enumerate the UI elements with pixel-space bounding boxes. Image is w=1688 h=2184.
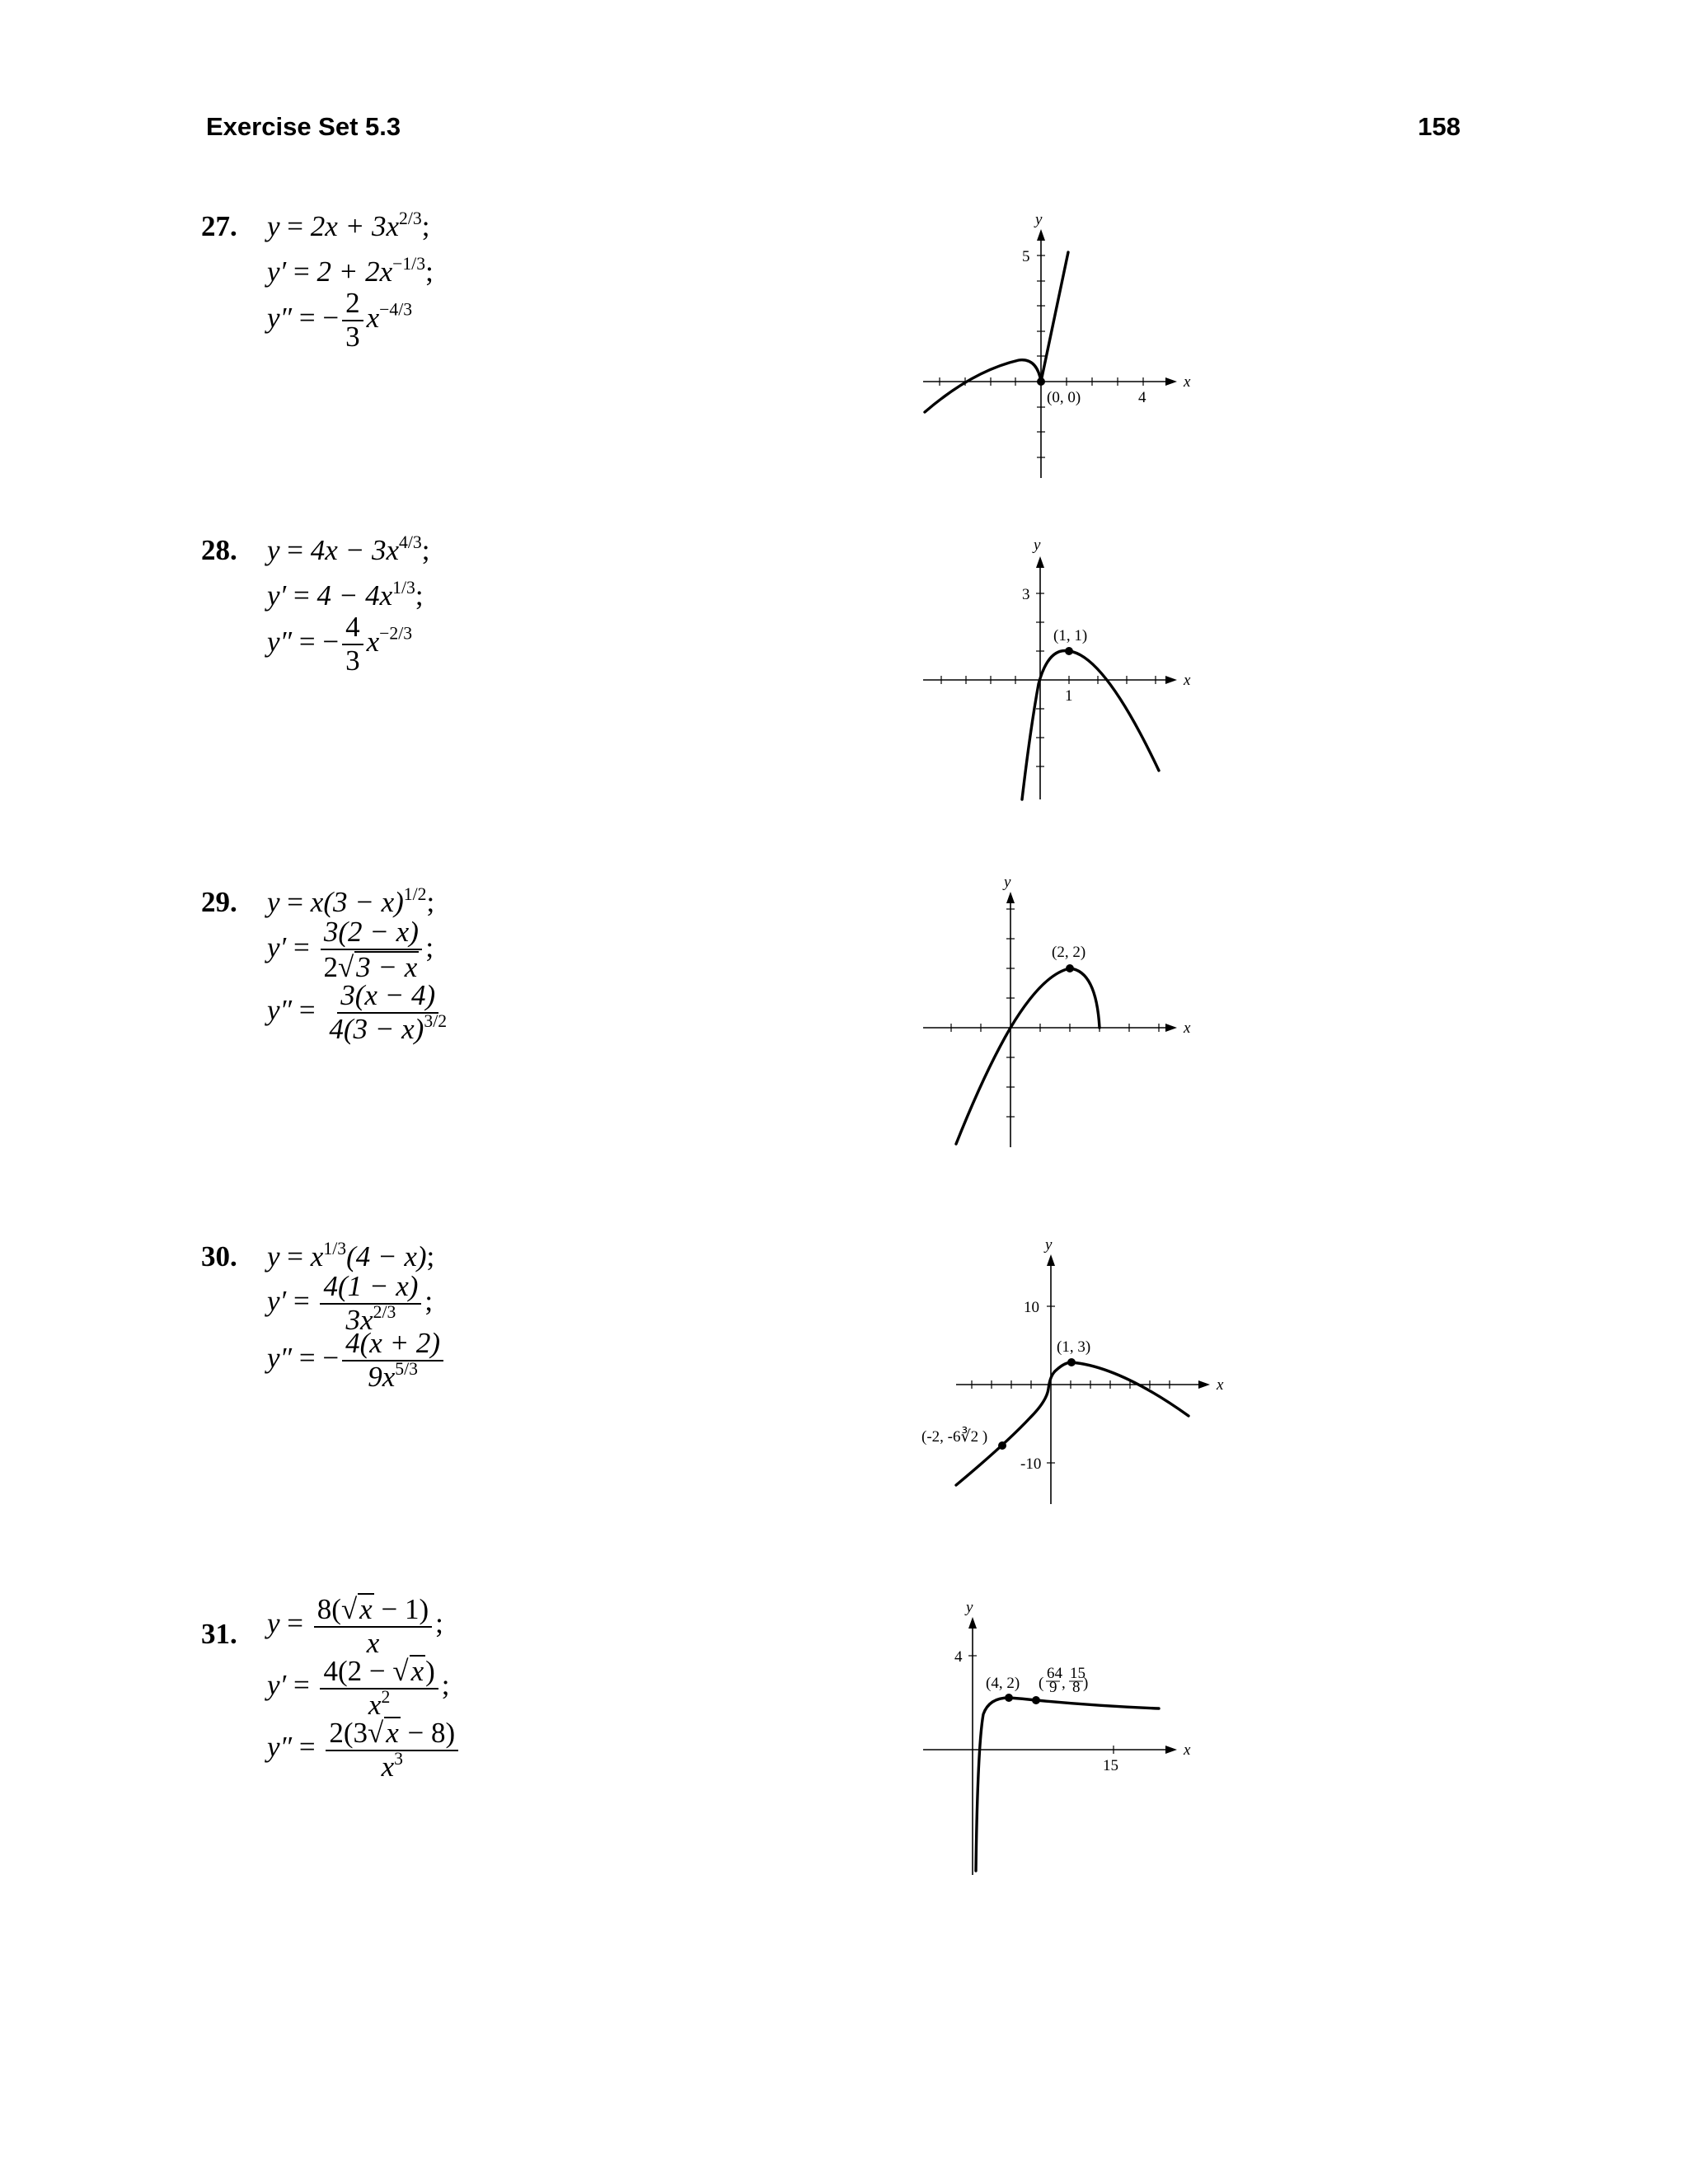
- y-axis-arrow: [1047, 1254, 1055, 1266]
- graph-30: [907, 1228, 1236, 1508]
- svg-text:9: 9: [1049, 1679, 1057, 1696]
- x-axis-arrow: [1165, 377, 1177, 386]
- equation-y-prime: y′ = $\frac{4(1 - x)}{3x^{2/3}}$ ;: [267, 1270, 434, 1336]
- y-axis-label: y: [1034, 537, 1041, 554]
- exercise-number: 31.: [201, 1618, 237, 1650]
- equation-y-double-prime: y″ = $\frac{2(3√x - 8)}{x^3}$: [267, 1717, 462, 1783]
- y-tick-label: 3: [1022, 586, 1030, 603]
- x-axis-label: x: [1184, 1741, 1191, 1759]
- point-marker: [1037, 377, 1045, 386]
- equation-y-prime: $y' = 4 - 4x^{1/3}$;: [267, 577, 424, 612]
- y-tick-top-label: 10: [1024, 1299, 1039, 1316]
- svg-text:): ): [1083, 1675, 1089, 1692]
- point-label: (1, 3): [1057, 1338, 1091, 1356]
- y-axis-label: y: [1004, 874, 1011, 891]
- y-axis-label: y: [966, 1599, 973, 1616]
- svg-text:8: 8: [1072, 1679, 1081, 1696]
- y-tick-label: 5: [1022, 248, 1030, 265]
- y-axis-label: y: [1035, 211, 1043, 228]
- graph-31: [907, 1591, 1220, 1887]
- point-marker-2: [998, 1441, 1006, 1450]
- x-axis-arrow: [1165, 1746, 1177, 1754]
- graph-29: [907, 874, 1203, 1154]
- x-axis-label: x: [1184, 1019, 1191, 1037]
- x-tick-label: 1: [1065, 687, 1073, 705]
- graph-28: [907, 532, 1203, 812]
- point-label: (4, 2): [986, 1675, 1020, 1692]
- equation-y-double-prime: y″ = $\frac{3(x - 4)}{4(3 - x)^{3/2}}$: [267, 979, 448, 1045]
- graph-27: [907, 206, 1203, 486]
- equation-y-prime: y′ = $\frac{4(2 - √x)}{x^2}$ ;: [267, 1655, 450, 1721]
- exercise-number: 28.: [201, 534, 237, 566]
- equation-y-prime: y′ = $\frac{3(2 - x)}{2√3 - x}$ ;: [267, 916, 434, 983]
- point-marker: [1065, 647, 1073, 655]
- svg-text:15: 15: [1070, 1665, 1085, 1682]
- section-title: Exercise Set 5.3: [206, 112, 401, 141]
- y-tick-bottom-label: -10: [1020, 1455, 1042, 1473]
- equation-y: y = $\frac{8(√x - 1)}{x}$ ;: [267, 1593, 443, 1659]
- point2-label: [1039, 1665, 1088, 1696]
- point-marker-2: [1032, 1696, 1040, 1704]
- point-label: (0, 0): [1047, 389, 1081, 406]
- function-curve: [976, 1698, 1159, 1871]
- equation-y: $y = x(3 - x)^{1/2}$;: [267, 883, 435, 918]
- equation-y: $y = 4x - 3x^{4/3}$;: [267, 532, 430, 566]
- x-axis-arrow: [1165, 1024, 1177, 1032]
- exercise-number: 29.: [201, 886, 237, 918]
- equation-y-double-prime: y″ = − $\frac{2}{3}$ $x^{-4/3}$: [267, 287, 413, 353]
- x-axis-arrow: [1198, 1380, 1210, 1389]
- exercise-number: 30.: [201, 1240, 237, 1272]
- x-tick-label: 4: [1138, 389, 1146, 406]
- x-axis-label: x: [1217, 1376, 1224, 1394]
- point-marker: [1066, 964, 1074, 972]
- y-axis-arrow: [1006, 892, 1015, 903]
- exercise-number: 27.: [201, 210, 237, 242]
- y-axis-arrow: [1036, 556, 1044, 568]
- y-axis-label: y: [1045, 1236, 1053, 1254]
- svg-text:,: ,: [1062, 1675, 1066, 1692]
- y-tick-label: 4: [954, 1648, 963, 1666]
- equation-y-double-prime: y″ = − $\frac{4}{3}$ $x^{-2/3}$: [267, 611, 413, 677]
- point-marker: [1005, 1694, 1013, 1702]
- equation-y: $y = x^{1/3}(4 - x)$;: [267, 1238, 435, 1272]
- y-axis-arrow: [1037, 229, 1045, 241]
- svg-text:(: (: [1039, 1675, 1044, 1692]
- y-axis-arrow: [968, 1617, 977, 1629]
- point2-label: (-2, -6∛2 ): [921, 1428, 988, 1446]
- equation-y: $y = 2x + 3x^{2/3}$;: [267, 208, 430, 242]
- function-curve: [956, 968, 1100, 1144]
- x-axis-label: x: [1184, 672, 1191, 689]
- function-curve: [956, 1362, 1189, 1485]
- equation-y-double-prime: y″ = − $\frac{4(x + 2)}{9x^{5/3}}$: [267, 1329, 447, 1393]
- x-axis-arrow: [1165, 676, 1177, 684]
- function-curve: [925, 252, 1068, 412]
- point-label: (1, 1): [1053, 627, 1088, 644]
- x-tick-label: 15: [1103, 1757, 1118, 1774]
- equation-y-prime: $y' = 2 + 2x^{-1/3}$;: [267, 253, 434, 288]
- point-marker: [1067, 1358, 1076, 1366]
- point-label: (2, 2): [1052, 944, 1086, 961]
- svg-text:64: 64: [1047, 1665, 1062, 1682]
- page-number: 158: [1418, 112, 1461, 141]
- x-axis-label: x: [1184, 373, 1191, 391]
- function-curve: [1022, 651, 1159, 800]
